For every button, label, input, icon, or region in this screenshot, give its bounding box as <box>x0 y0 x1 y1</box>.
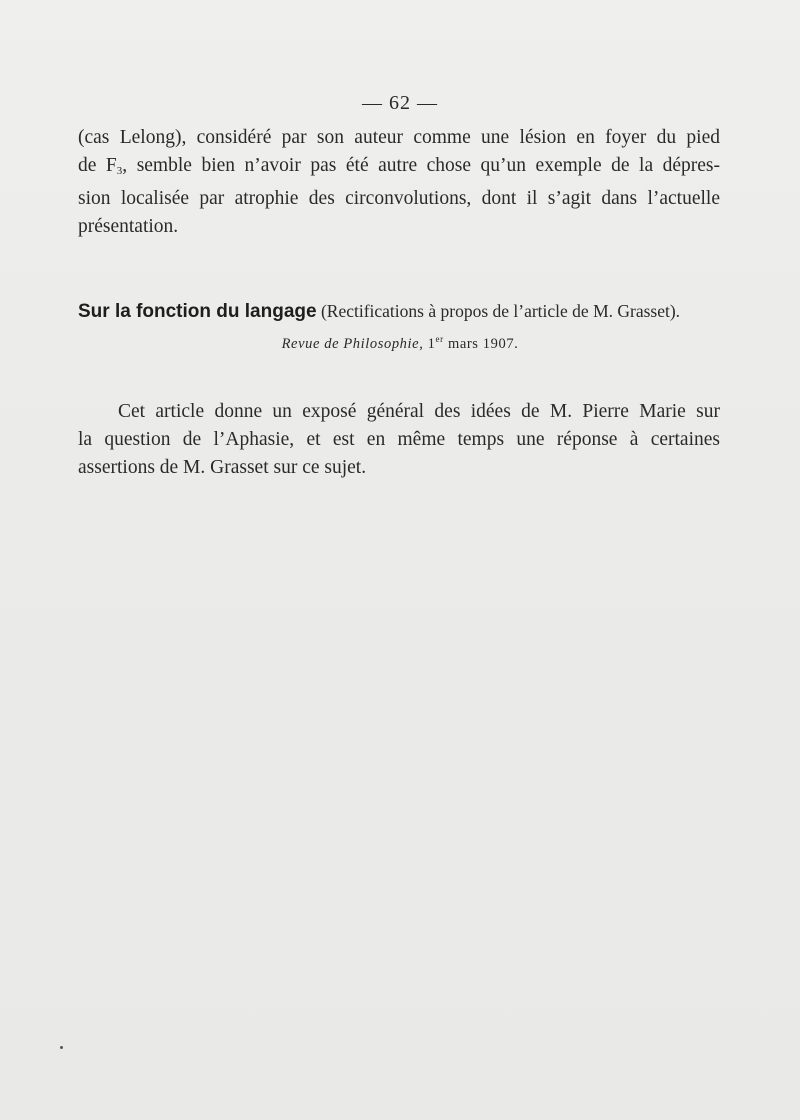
paragraph-line: (cas Lelong), considéré par son auteur comme une lésion en foyer du pied <box>78 127 720 148</box>
paragraph-line: de $F_3$, semble bien n’avoir pas été autre chose qu’un exemple de la dépres- <box>78 155 721 177</box>
citation-journal: Revue de Philosophie, <box>281 335 424 352</box>
line-text: semble bien n’avoir pas été autre chose qu’un exemple de la dépres- <box>136 155 721 176</box>
section-subtitle: (Rectifications à propos de l’article de M. Grasset). <box>320 301 681 321</box>
paragraph-intro <box>78 124 720 241</box>
citation-day: 1 <box>427 335 436 352</box>
line-prefix: de F <box>78 155 117 176</box>
citation-day-sup: er <box>435 334 444 344</box>
paragraph-line: sion localisée par atrophie des circonvolutions, dont il s’agit dans l’actuelle <box>78 188 720 209</box>
paper-speck <box>60 1046 63 1049</box>
subscript: 3 <box>116 165 123 177</box>
citation-date: mars 1907. <box>447 335 519 352</box>
section-title: Sur la fonction du langage <box>78 301 317 322</box>
paragraph-line: la question de l’Aphasie, et est en même temps une réponse à certaines <box>78 429 720 450</box>
citation <box>0 334 800 353</box>
paragraph-summary <box>78 398 720 482</box>
paragraph-line: assertions de M. Grasset sur ce sujet. <box>78 457 367 478</box>
page-number: — 62 — <box>362 92 438 114</box>
paragraph-line: Cet article donne un exposé général des idées de M. Pierre Marie sur <box>118 401 720 422</box>
section-heading <box>78 301 738 323</box>
paragraph-line: présentation. <box>78 216 179 237</box>
